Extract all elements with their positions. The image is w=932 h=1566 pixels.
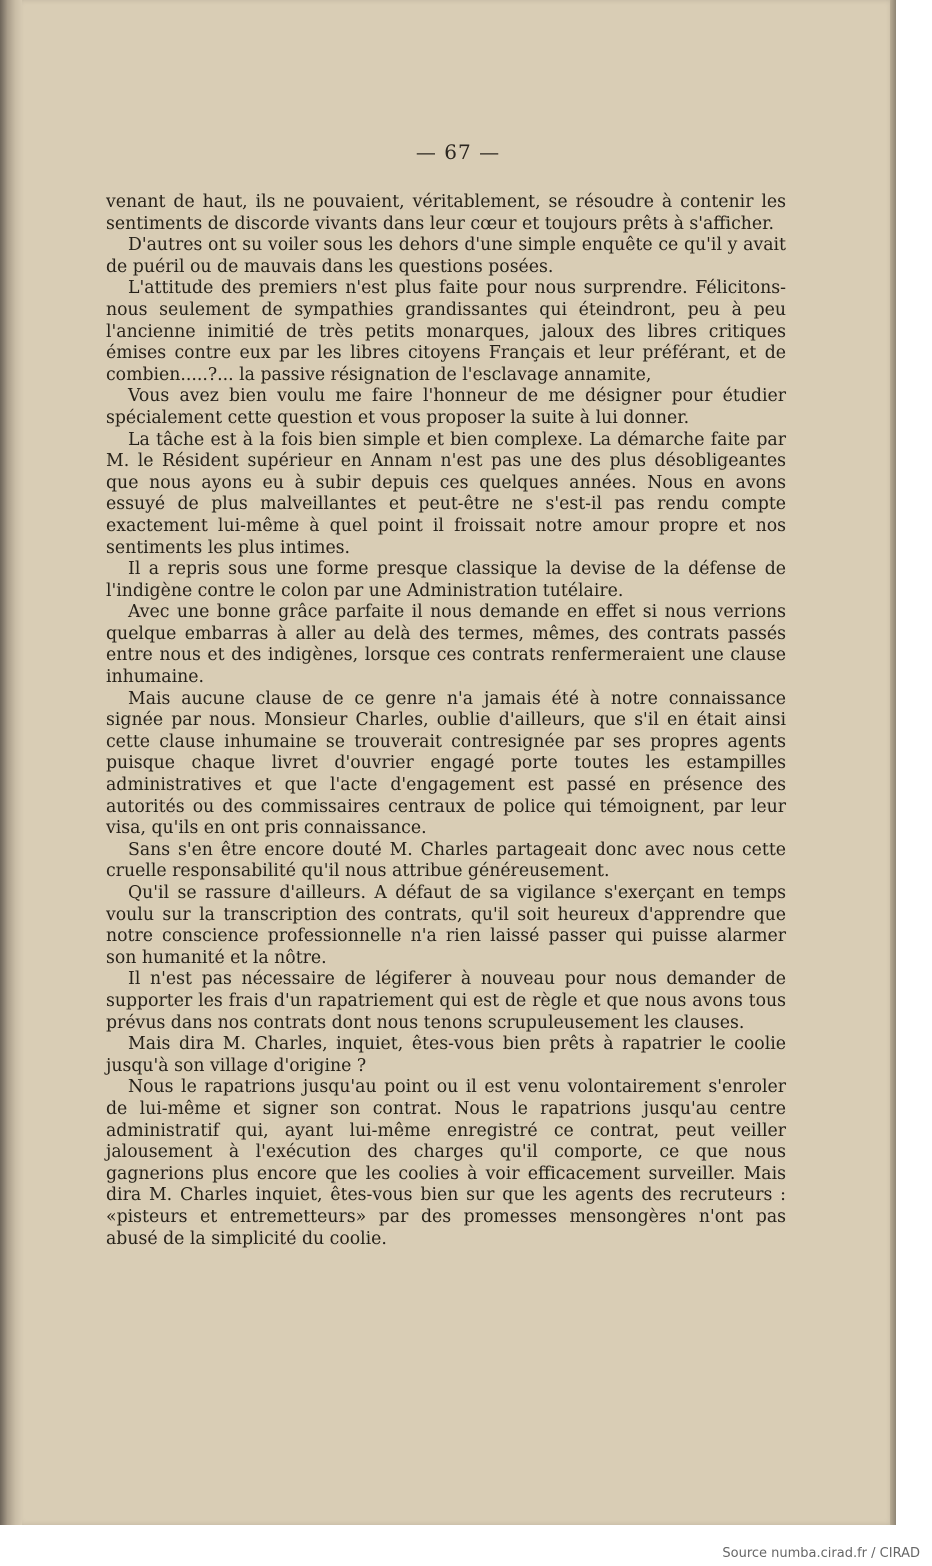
- paragraph: Il n'est pas nécessaire de légiferer à nouveau pour nous demander de supporter les frais d'un rapatriement qui est de règle et que nous avons tous prévus dans nos contrats dont nous tenons scrupuleusement les clauses.: [106, 969, 786, 1033]
- source-credit: Source numba.cirad.fr / CIRAD: [722, 1546, 920, 1561]
- body-text: [106, 192, 786, 1250]
- paragraph: Qu'il se rassure d'ailleurs. A défaut de sa vigilance s'exerçant en temps voulu sur la transcription des contrats, qu'il soit heureux d'apprendre que notre conscience professionnelle n'a rien laissé passer qui puisse alarmer son humanité et la nôtre.: [106, 883, 786, 968]
- paragraph: venant de haut, ils ne pouvaient, véritablement, se résoudre à contenir les sentiments de discorde vivants dans leur cœur et toujours prêts à s'afficher.: [106, 192, 786, 234]
- paragraph: L'attitude des premiers n'est plus faite pour nous surprendre. Félicitons-nous seulement de sympathies grandissantes qui éteindront, peu à peu l'ancienne inimitié de très petits monarques, jaloux des libres critiques émises contre eux par les libres citoyens Français et leur préférant, et de combien.....?... la passive résignation de l'esclavage annamite,: [106, 278, 786, 385]
- scanned-page: [22, 0, 894, 1525]
- page-edge-shadow: [890, 0, 896, 1525]
- paragraph: Mais aucune clause de ce genre n'a jamais été à notre connaissance signée par nous. Monsieur Charles, oublie d'ailleurs, que s'il en était ainsi cette clause inhumaine se trouverait contresignée par ses propres agents puisque chaque livret d'ouvrier engagé porte toutes les estampilles administratives et que l'acte d'engagement est passé en présence des autorités ou des commissaires centraux de police qui témoignent, par leur visa, qu'ils en ont pris connaissance.: [106, 688, 786, 839]
- paragraph: D'autres ont su voiler sous les dehors d'une simple enquête ce qu'il y avait de puéril ou de mauvais dans les questions posées.: [106, 235, 786, 277]
- page-number: — 67 —: [415, 140, 501, 164]
- paragraph: Mais dira M. Charles, inquiet, êtes-vous bien prêts à rapatrier le coolie jusqu'à son village d'origine ?: [106, 1034, 786, 1076]
- paragraph: Avec une bonne grâce parfaite il nous demande en effet si nous verrions quelque embarras à aller au delà des termes, mêmes, des contrats passés entre nous et des indigènes, lorsque ces contrats renfermeraient une clause inhumaine.: [106, 602, 786, 688]
- book-spine-edge: [0, 0, 22, 1525]
- paragraph: Vous avez bien voulu me faire l'honneur de me désigner pour étudier spécialement cette question et vous proposer la suite à lui donner.: [106, 386, 786, 428]
- paragraph: Il a repris sous une forme presque classique la devise de la défense de l'indigène contre le colon par une Administration tutélaire.: [106, 559, 786, 601]
- paragraph: Sans s'en être encore douté M. Charles partageait donc avec nous cette cruelle responsabilité qu'il nous attribue généreusement.: [106, 839, 786, 882]
- paragraph: Nous le rapatrions jusqu'au point ou il est venu volontairement s'enroler de lui-même et signer son contrat. Nous le rapatrions jusqu'au centre administratif qui, ayant lui-même enregistré ce contrat, peut veiller jalousement à l'exécution des charges qu'il comporte, ce que nous gagnerions plus encore que les coolies à voir efficacement surveiller. Mais dira M. Charles inquiet, êtes-vous bien sur que les agents des recruteurs : «pisteurs et entremetteurs» par des promesses mensongères n'ont pas abusé de la simplicité du coolie.: [106, 1077, 786, 1249]
- paragraph: La tâche est à la fois bien simple et bien complexe. La démarche faite par M. le Résident supérieur en Annam n'est pas une des plus désobligeantes que nous ayons eu à subir depuis ces quelques années. Nous en avons essuyé de plus malveillantes et peut-être ne s'est-il pas rendu compte exactement lui-même à quel point il froissait notre amour propre et nos sentiments les plus intimes.: [106, 429, 786, 558]
